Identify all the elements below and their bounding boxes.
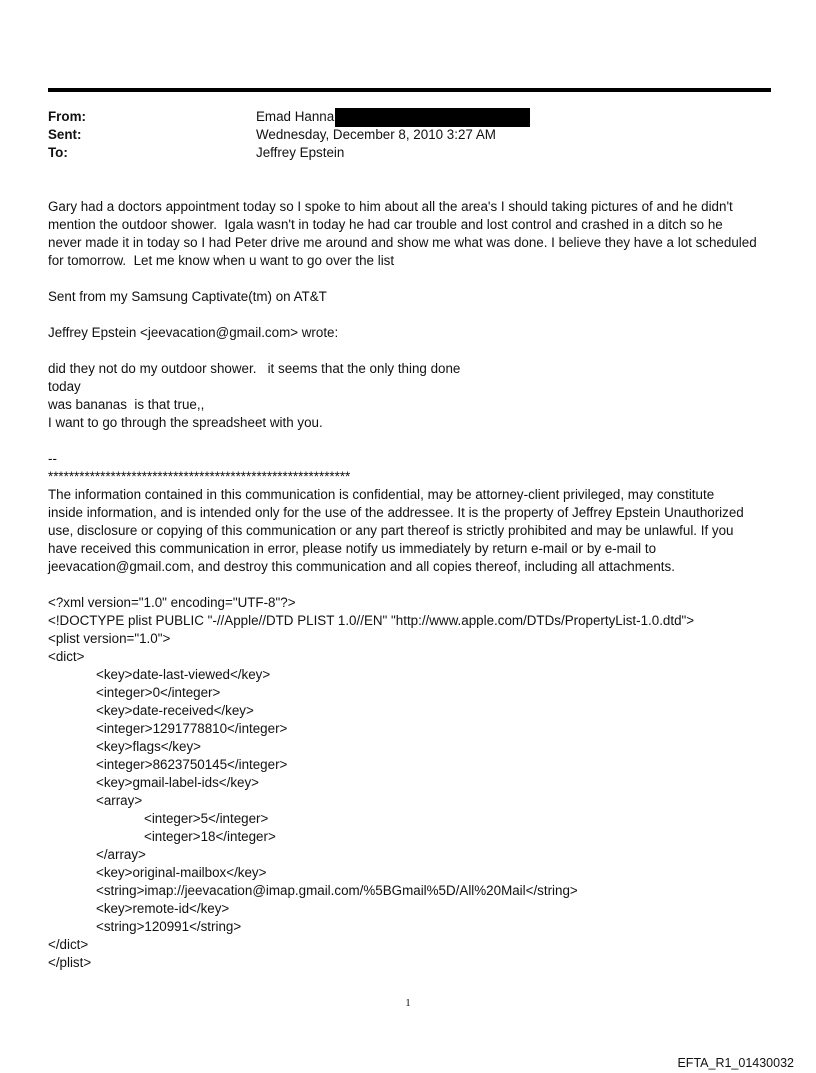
quote-header <box>48 324 778 342</box>
to-label: To: <box>48 145 68 160</box>
from-value <box>256 108 530 126</box>
xml-line: <key>date-received</key> <box>96 703 254 718</box>
star-separator: ********************************************************** <box>48 469 351 484</box>
xml-line: <array> <box>96 793 143 808</box>
signature-line: Sent from my Samsung Captivate(tm) on AT&T <box>48 289 327 304</box>
from-row <box>48 108 530 126</box>
to-row <box>48 144 530 162</box>
to-value: Jeffrey Epstein <box>256 145 345 160</box>
page-number: 1 <box>405 997 411 1009</box>
email-header <box>48 108 530 162</box>
plist-xml <box>48 594 778 972</box>
xml-line: <integer>8623750145</integer> <box>96 757 288 772</box>
xml-line: <integer>1291778810</integer> <box>96 721 288 736</box>
redaction-box <box>335 108 530 127</box>
quoted-line: I want to go through the spreadsheet with you. <box>48 415 323 430</box>
quoted-line: today <box>48 379 81 394</box>
header-rule <box>48 88 771 92</box>
quote-header-line: Jeffrey Epstein <jeevacation@gmail.com> wrote: <box>48 325 339 340</box>
xml-line: <plist version="1.0"> <box>48 631 171 646</box>
xml-line: <key>gmail-label-ids</key> <box>96 775 260 790</box>
disclaimer-line: inside information, and is intended only for the use of the addressee. It is the property of Jeffrey Epstein Unauthorized <box>48 505 744 520</box>
quoted-line: was bananas is that true,, <box>48 397 205 412</box>
disclaimer-line: jeevacation@gmail.com, and destroy this communication and all copies thereof, including all attachments. <box>48 559 675 574</box>
xml-line: </plist> <box>48 955 92 970</box>
xml-line: <dict> <box>48 649 85 664</box>
message-line: Gary had a doctors appointment today so I spoke to him about all the area's I should taking pictures of and he didn't <box>48 199 733 214</box>
quoted-line: did they not do my outdoor shower. it seems that the only thing done <box>48 361 461 376</box>
from-label: From: <box>48 109 86 124</box>
quoted-message <box>48 360 778 432</box>
xml-line: <key>flags</key> <box>96 739 201 754</box>
xml-line: <key>date-last-viewed</key> <box>96 667 271 682</box>
disclaimer-line: use, disclosure or copying of this communication or any part thereof is strictly prohibited and may be unlawful. If you <box>48 523 734 538</box>
xml-line: <integer>0</integer> <box>96 685 221 700</box>
xml-line: <?xml version="1.0" encoding="UTF-8"?> <box>48 595 296 610</box>
xml-line: <string>imap://jeevacation@imap.gmail.com/%5BGmail%5D/All%20Mail</string> <box>96 883 578 898</box>
message-line: for tomorrow. Let me know when u want to go over the list <box>48 253 395 268</box>
xml-line: <!DOCTYPE plist PUBLIC "-//Apple//DTD PLIST 1.0//EN" "http://www.apple.com/DTDs/PropertyList-1.0.dtd"> <box>48 613 695 628</box>
sent-value: Wednesday, December 8, 2010 3:27 AM <box>256 127 496 142</box>
xml-line: <integer>18</integer> <box>144 829 276 844</box>
from-name: Emad Hanna <box>256 109 335 124</box>
message-line: mention the outdoor shower. Igala wasn't in today he had car trouble and lost control and crashed in a ditch so he <box>48 217 723 232</box>
xml-line: <string>120991</string> <box>96 919 242 934</box>
sent-row <box>48 126 530 144</box>
disclaimer-line: have received this communication in error, please notify us immediately by return e-mail or by e-mail to <box>48 541 657 556</box>
disclaimer-line: The information contained in this communication is confidential, may be attorney-client privileged, may constitute <box>48 487 715 502</box>
signature <box>48 288 778 306</box>
xml-line: <key>original-mailbox</key> <box>96 865 267 880</box>
message-line: never made it in today so I had Peter drive me around and show me what was done. I believe they have a lot scheduled <box>48 235 757 250</box>
xml-line: </dict> <box>48 937 89 952</box>
message-body <box>48 198 778 270</box>
sent-label: Sent: <box>48 127 82 142</box>
xml-line: <integer>5</integer> <box>144 811 269 826</box>
bates-number: EFTA_R1_01430032 <box>677 1056 794 1070</box>
disclaimer-block <box>48 450 778 576</box>
xml-line: </array> <box>96 847 146 862</box>
xml-line: <key>remote-id</key> <box>96 901 230 916</box>
sig-dashes: -- <box>48 451 57 466</box>
